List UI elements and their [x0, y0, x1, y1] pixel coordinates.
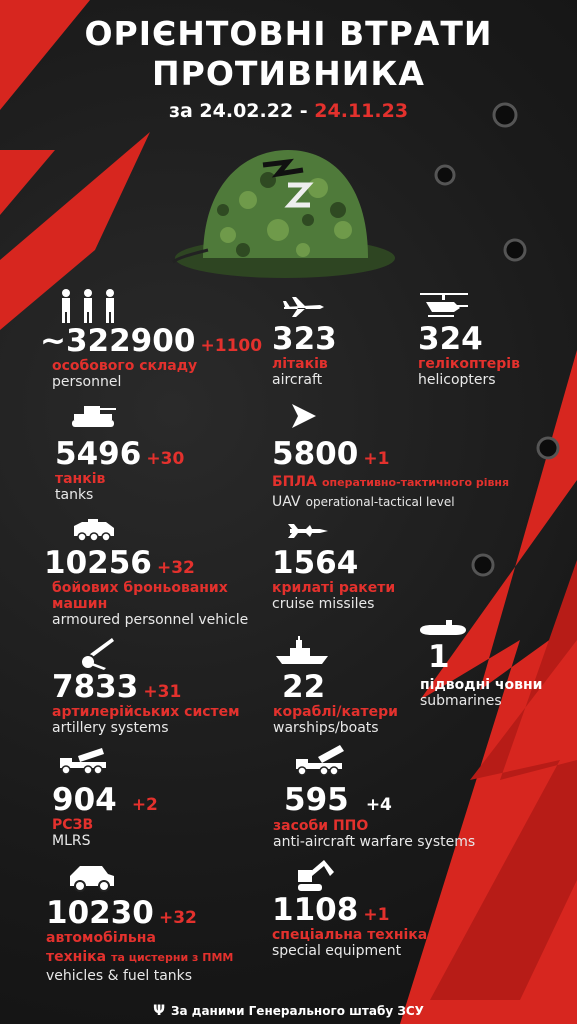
- bullet-hole: [538, 438, 558, 458]
- bullet-hole: [505, 240, 525, 260]
- stat-artillery: [52, 670, 240, 737]
- helicopters-label-en: helicopters: [418, 372, 496, 388]
- red-stripe-left-1: [0, 150, 55, 215]
- warships-labels: [273, 704, 398, 737]
- vehicles-labels: [46, 930, 233, 985]
- stat-warships: [282, 670, 325, 704]
- soldiers-icon: [58, 288, 120, 324]
- mlrs-number: 904: [52, 782, 117, 818]
- helicopters-label-ua: гелікоптерів: [418, 356, 520, 372]
- stat-helicopters: [418, 322, 520, 389]
- personnel-label-ua: особового складу: [52, 358, 198, 374]
- footer-source: [0, 1003, 577, 1019]
- tanks-delta: +30: [146, 449, 185, 469]
- mlrs-icon: [58, 748, 108, 776]
- aircraft-icon: [282, 296, 324, 318]
- special-label-en: special equipment: [272, 943, 402, 959]
- footer-text: За даними Генерального штабу ЗСУ: [170, 1004, 424, 1018]
- trident-icon: Ψ: [153, 1003, 165, 1019]
- date-end: 24.11.23: [314, 100, 409, 122]
- date-range: [0, 100, 577, 122]
- artillery-number: 7833: [52, 669, 139, 705]
- vehicles-label-ua-line1: автомобільна: [46, 930, 156, 946]
- personnel-label-en: personnel: [52, 374, 122, 390]
- artillery-label-en: artillery systems: [52, 720, 169, 736]
- aaws-label-en: anti-aircraft warfare systems: [273, 834, 476, 850]
- submarine-icon: [418, 618, 468, 640]
- page-title-line2: ПРОТИВНИКА: [152, 54, 425, 93]
- submarines-label-en: submarines: [420, 693, 502, 709]
- warships-label-ua: кораблі/катери: [273, 704, 398, 720]
- aaws-label-ua: засоби ППО: [273, 818, 369, 834]
- submarines-labels: [420, 677, 542, 710]
- bullet-hole: [436, 166, 454, 184]
- stat-submarines: [428, 640, 450, 674]
- helicopters-number: 324: [418, 321, 483, 357]
- apv-label-ua-line2: машин: [52, 596, 108, 612]
- cruise-number: 1564: [272, 545, 359, 581]
- stat-uav: [272, 437, 509, 511]
- uav-number: 5800: [272, 436, 359, 472]
- helicopter-icon: [418, 290, 470, 320]
- apv-number: 10256: [44, 545, 152, 581]
- bullet-hole: [473, 555, 493, 575]
- missile-icon: [288, 522, 330, 540]
- vehicles-label-ua-line2b: та цистерни з ПММ: [111, 951, 234, 964]
- tanks-label-en: tanks: [55, 487, 94, 503]
- mlrs-label-ua: РСЗВ: [52, 817, 94, 833]
- apv-label-ua-line1: бойових броньованих: [52, 580, 228, 596]
- artillery-label-ua: артилерійських систем: [52, 704, 240, 720]
- vehicles-delta: +32: [158, 908, 197, 928]
- stat-aircraft: [272, 322, 337, 389]
- personnel-delta: +1100: [200, 336, 263, 356]
- mlrs-delta: +2: [131, 795, 158, 815]
- uav-label-ua: БПЛА: [272, 474, 317, 490]
- aaws-delta: +4: [365, 795, 392, 815]
- special-number: 1108: [272, 892, 359, 928]
- air-defense-icon: [294, 745, 346, 777]
- stat-apv: [44, 546, 195, 580]
- cruise-label-ua: крилаті ракети: [272, 580, 396, 596]
- special-label-ua: спеціальна техніка: [272, 927, 428, 943]
- tanks-number: 5496: [55, 436, 142, 472]
- date-start: за 24.02.22 -: [168, 100, 308, 122]
- vehicle-icon: [68, 864, 116, 892]
- submarines-label-ua: підводні човни: [420, 677, 543, 693]
- vehicles-label-en: vehicles & fuel tanks: [46, 968, 193, 984]
- apv-delta: +32: [156, 558, 195, 578]
- apc-icon: [70, 518, 118, 542]
- tank-icon: [70, 402, 118, 428]
- page-title-line1: ОРІЄНТОВНІ ВТРАТИ: [84, 14, 493, 53]
- special-delta: +1: [363, 905, 390, 925]
- artillery-delta: +31: [143, 682, 182, 702]
- stat-aaws: [284, 783, 392, 817]
- aircraft-label-ua: літаків: [272, 356, 328, 372]
- warships-number: 22: [282, 669, 326, 705]
- apv-label-en: armoured personnel vehicle: [52, 612, 249, 628]
- stat-personnel: [40, 324, 262, 358]
- mlrs-label-en: MLRS: [52, 833, 91, 849]
- stat-cruise: [272, 546, 395, 613]
- aircraft-label-en: aircraft: [272, 372, 323, 388]
- artillery-icon: [76, 636, 116, 670]
- stat-mlrs: [52, 783, 158, 850]
- stat-special: [272, 893, 427, 960]
- tanks-label-ua: танків: [55, 471, 106, 487]
- cruise-label-en: cruise missiles: [272, 596, 375, 612]
- helmet-icon: [168, 140, 403, 285]
- uav-label-en: UAV: [272, 494, 301, 510]
- warship-icon: [276, 636, 328, 666]
- personnel-number: ~322900: [40, 323, 196, 359]
- vehicles-label-ua-line2a: техніка: [46, 949, 107, 965]
- uav-delta: +1: [363, 449, 390, 469]
- apv-labels: [52, 580, 248, 629]
- stat-tanks: [55, 437, 184, 504]
- uav-label-en-sub: operational-tactical level: [305, 495, 455, 509]
- drone-icon: [288, 402, 318, 430]
- aaws-number: 595: [284, 782, 349, 818]
- submarines-number: 1: [428, 639, 450, 675]
- excavator-icon: [296, 858, 336, 892]
- personnel-labels: [52, 358, 197, 391]
- stat-vehicles: [46, 896, 197, 930]
- vehicles-number: 10230: [46, 895, 154, 931]
- warships-label-en: warships/boats: [273, 720, 379, 736]
- aircraft-number: 323: [272, 321, 337, 357]
- aaws-labels: [273, 818, 475, 851]
- uav-label-ua-sub: оперативно-тактичного рівня: [321, 476, 510, 489]
